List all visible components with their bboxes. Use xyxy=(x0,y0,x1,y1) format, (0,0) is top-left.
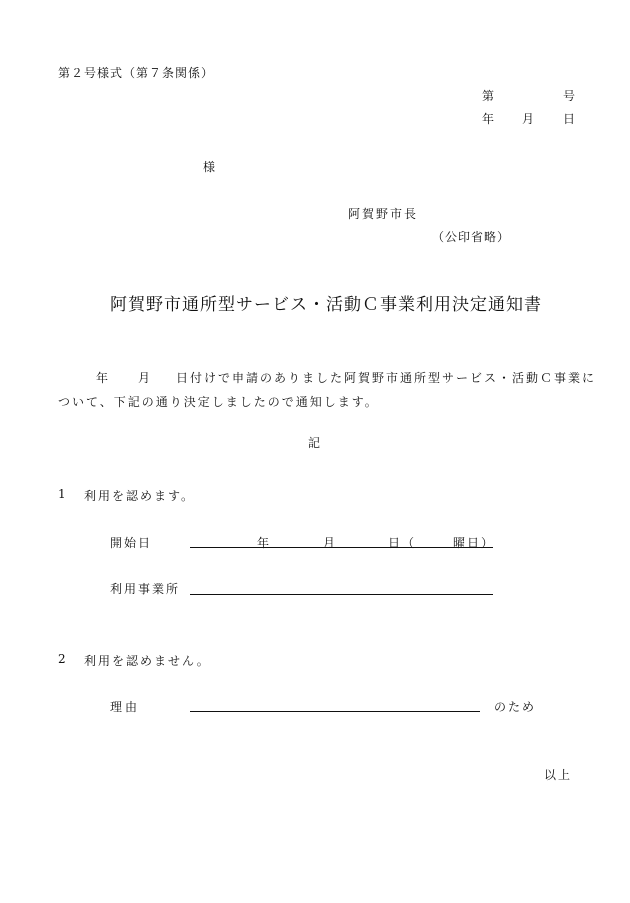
body-line2-text: ついて、下記の通り決定しましたので通知します。 xyxy=(58,395,379,409)
seal-note: （公印省略） xyxy=(432,230,511,244)
date-year-label: 年 xyxy=(482,112,495,126)
start-date-weekday-label: 曜日） xyxy=(453,536,496,550)
document-title: 阿賀野市通所型サービス・活動Ｃ事業利用決定通知書 xyxy=(110,295,542,315)
form-label: 第２号様式（第７条関係） xyxy=(58,66,215,80)
start-date-year-label: 年 xyxy=(257,536,270,550)
closing-text: 以上 xyxy=(544,768,573,782)
start-date-month-label: 月 xyxy=(323,536,336,550)
section2-number: 2 xyxy=(58,652,66,666)
date-day-label: 日 xyxy=(563,112,576,126)
reason-label: 理由 xyxy=(110,700,141,714)
body-line1-text: 日付けで申請のありました阿賀野市通所型サービス・活動Ｃ事業に xyxy=(176,371,597,385)
date-month-label: 月 xyxy=(522,112,535,126)
section1-number: 1 xyxy=(58,487,66,501)
facility-field[interactable] xyxy=(190,594,493,595)
number-suffix: 号 xyxy=(563,89,576,103)
sender-name: 阿賀野市長 xyxy=(348,207,419,221)
reason-suffix: のため xyxy=(494,700,537,714)
section2-heading: 利用を認めません。 xyxy=(84,654,211,668)
start-date-field[interactable] xyxy=(190,547,493,548)
start-date-day-label: 日（ xyxy=(388,536,417,550)
reason-field[interactable] xyxy=(190,711,480,712)
number-prefix: 第 xyxy=(482,89,495,103)
start-date-label: 開始日 xyxy=(110,536,153,550)
section1-heading: 利用を認めます。 xyxy=(84,489,196,503)
body-month-label: 月 xyxy=(138,371,151,385)
ki-marker: 記 xyxy=(308,436,321,450)
addressee-honorific: 様 xyxy=(203,160,216,174)
body-year-label: 年 xyxy=(96,371,109,385)
facility-label: 利用事業所 xyxy=(110,582,181,596)
